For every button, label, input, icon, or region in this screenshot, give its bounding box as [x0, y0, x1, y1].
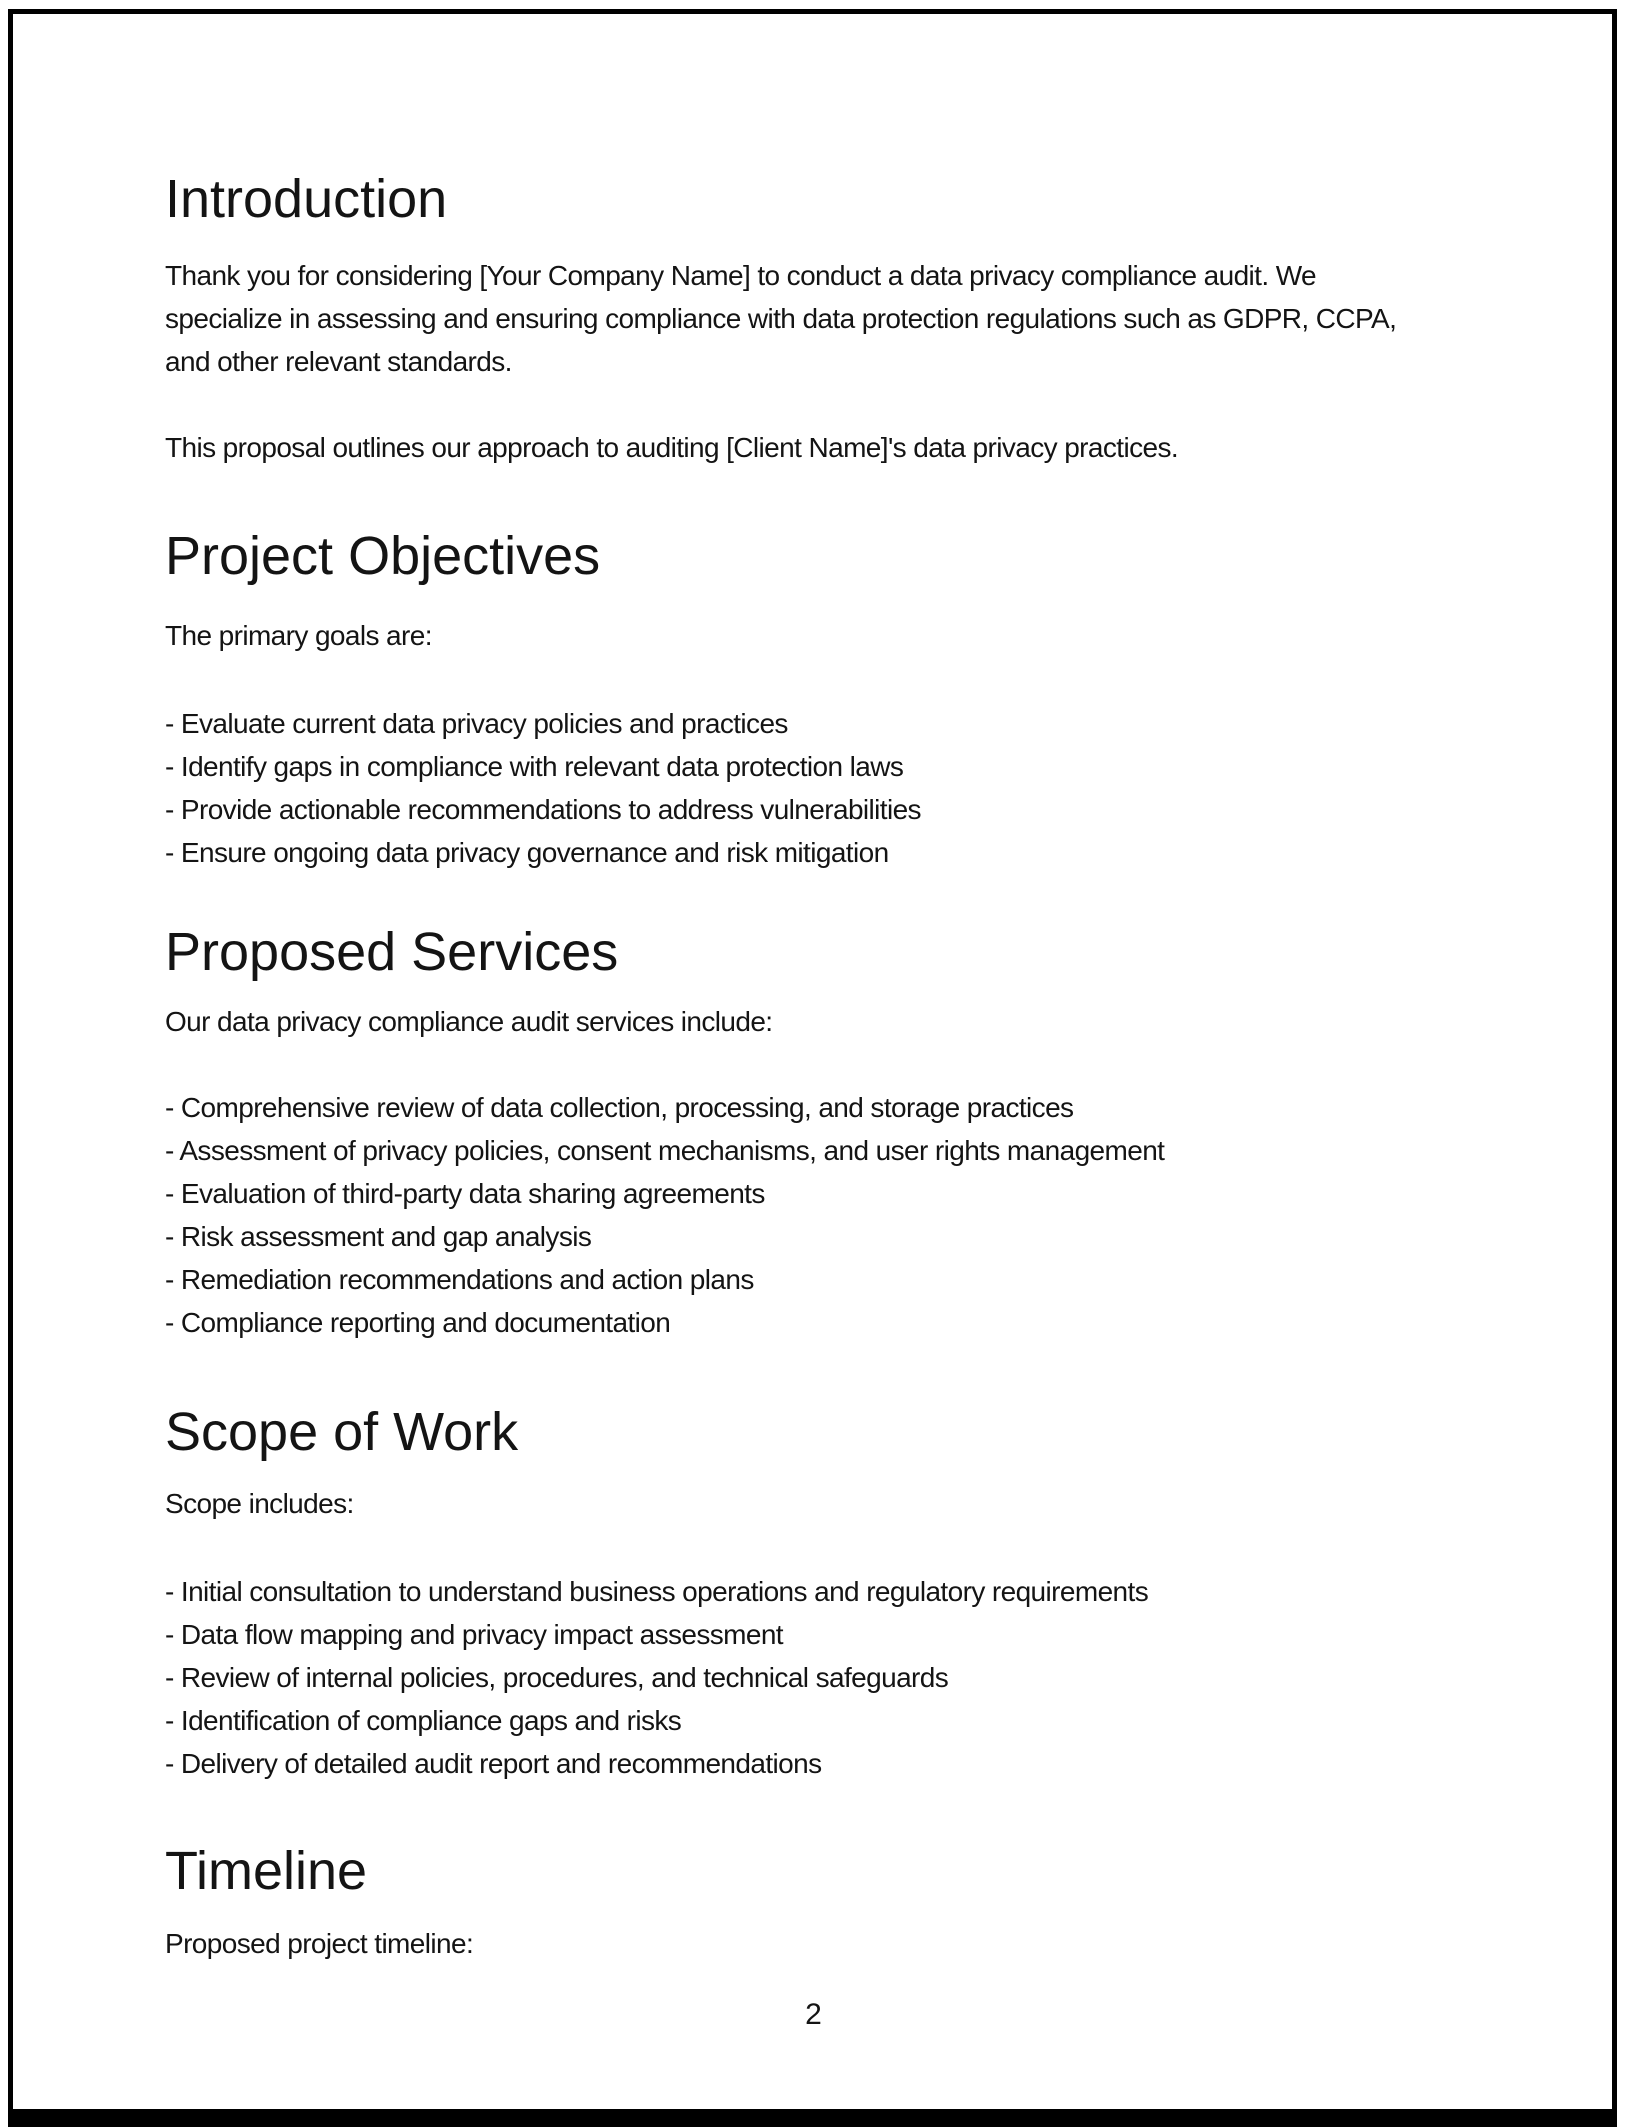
paragraph-introduction-1 [165, 254, 1507, 383]
bullet-item: - Data flow mapping and privacy impact assessment [165, 1619, 783, 1650]
text-line: specialize in assessing and ensuring compliance with data protection regulations such as GDPR, CCPA, [165, 303, 1397, 334]
page-footer [0, 1993, 1627, 2036]
bullet-item: - Compliance reporting and documentation [165, 1307, 671, 1338]
text-line: and other relevant standards. [165, 346, 512, 377]
bullet-item: - Risk assessment and gap analysis [165, 1221, 592, 1252]
section-heading-scope-of-work: Scope of Work [165, 1402, 519, 1462]
text-line: Thank you for considering [Your Company Name] to conduct a data privacy compliance audit. We [165, 260, 1317, 291]
text-line: Our data privacy compliance audit services include: [165, 1006, 773, 1037]
section-heading-introduction: Introduction [165, 169, 448, 229]
bullet-item: - Assessment of privacy policies, consent mechanisms, and user rights management [165, 1135, 1165, 1166]
section-intro-proposed-services [165, 1000, 1507, 1043]
section-heading-proposed-services: Proposed Services [165, 922, 619, 982]
section-intro-scope-of-work [165, 1482, 1507, 1525]
paragraph-introduction-2 [165, 426, 1507, 469]
bullet-list-project-objectives [165, 702, 1507, 874]
bullet-item: - Initial consultation to understand business operations and regulatory requirements [165, 1576, 1149, 1607]
text-line: This proposal outlines our approach to auditing [Client Name]'s data privacy practices. [165, 432, 1179, 463]
bullet-item: - Remediation recommendations and action plans [165, 1264, 754, 1295]
section-heading-timeline: Timeline [165, 1841, 368, 1901]
bullet-item: - Identify gaps in compliance with relevant data protection laws [165, 751, 904, 782]
section-intro-project-objectives [165, 614, 1507, 657]
bullet-item: - Evaluation of third-party data sharing agreements [165, 1178, 765, 1209]
bullet-item: - Evaluate current data privacy policies and practices [165, 708, 788, 739]
page-number: 2 [805, 1998, 822, 2031]
section-intro-timeline [165, 1922, 1507, 1965]
bullet-list-proposed-services [165, 1086, 1507, 1344]
bullet-item: - Provide actionable recommendations to address vulnerabilities [165, 794, 921, 825]
bullet-item: - Delivery of detailed audit report and recommendations [165, 1748, 822, 1779]
bullet-item: - Review of internal policies, procedures, and technical safeguards [165, 1662, 949, 1693]
text-line: The primary goals are: [165, 620, 432, 651]
text-line: Proposed project timeline: [165, 1928, 474, 1959]
bullet-item: - Ensure ongoing data privacy governance and risk mitigation [165, 837, 889, 868]
bullet-item: - Identification of compliance gaps and risks [165, 1705, 682, 1736]
section-heading-project-objectives: Project Objectives [165, 526, 601, 586]
text-line: Scope includes: [165, 1488, 354, 1519]
bullet-item: - Comprehensive review of data collection, processing, and storage practices [165, 1092, 1074, 1123]
bullet-list-scope-of-work [165, 1570, 1507, 1785]
